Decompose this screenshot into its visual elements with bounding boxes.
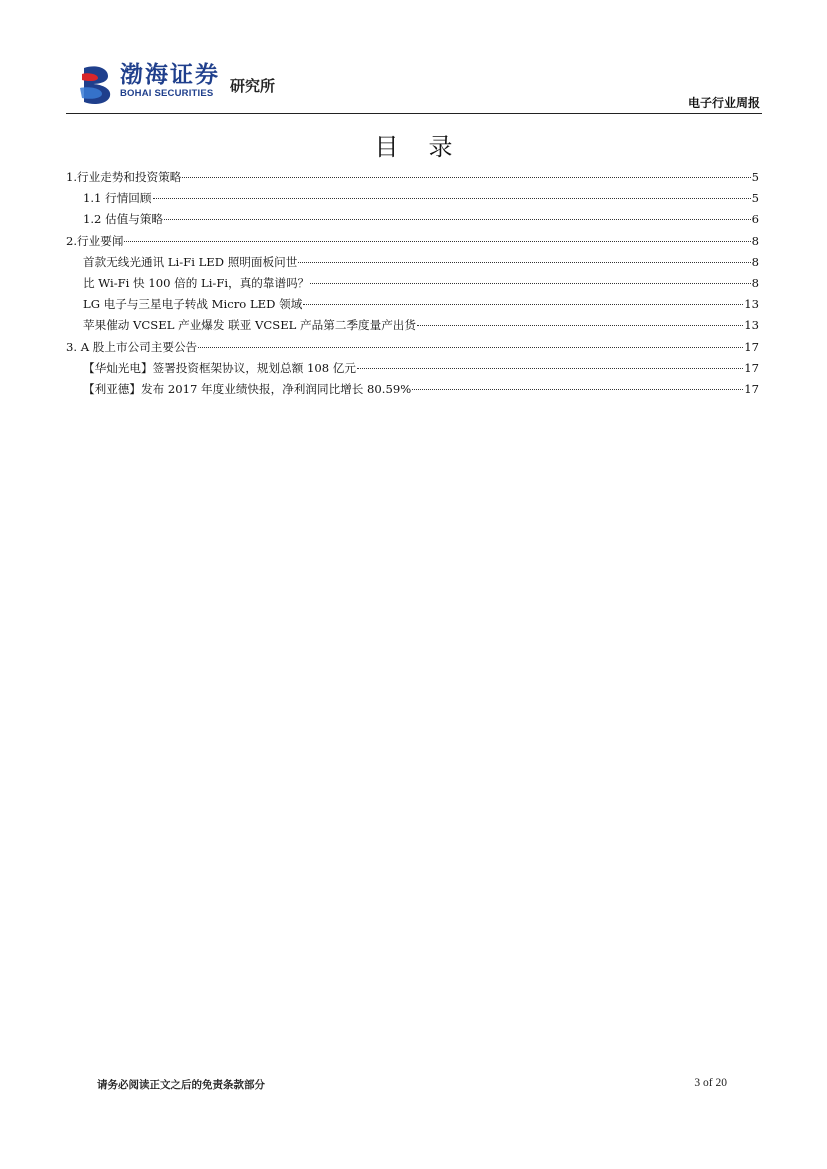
toc-dot-leader [198,347,743,348]
toc-entry-page: 17 [744,360,759,375]
table-of-contents [66,167,759,400]
toc-dot-leader [298,262,750,263]
toc-entry[interactable] [66,315,759,336]
toc-entry-page: 8 [751,275,759,290]
toc-entry[interactable] [66,188,759,209]
page-indicator: 3 of 20 [694,1077,727,1089]
toc-entry-title: 3. A 股上市公司主要公告 [66,339,198,354]
toc-entry-title: 1.1 行情回顾 [83,191,152,206]
toc-entry-page: 8 [751,233,759,248]
disclaimer-note: 请务必阅读正文之后的免责条款部分 [97,1079,265,1091]
toc-entry-title: 苹果催动 VCSEL 产业爆发 联亚 VCSEL 产品第二季度量产出货 [83,318,416,333]
toc-entry-title: 1.2 估值与策略 [83,212,164,227]
toc-entry-page: 6 [751,212,759,227]
report-type-label: 电子行业周报 [687,96,760,110]
toc-dot-leader [310,283,750,284]
toc-entry-title: 【利亚德】发布 2017 年度业绩快报，净利润同比增长 80.59% [83,381,412,396]
toc-entry[interactable] [66,294,759,315]
brand-name-cn: 渤海证券 [120,62,220,88]
toc-entry-page: 8 [751,254,759,269]
brand-name-en: BOHAI SECURITIES [120,88,214,99]
brand-block [120,62,220,99]
toc-entry-page: 17 [744,381,759,396]
toc-entry[interactable] [66,252,759,273]
toc-entry[interactable] [66,358,759,379]
toc-entry[interactable] [66,209,759,230]
toc-entry-title: LG 电子与三星电子转战 Micro LED 领域 [83,297,303,312]
page-header [66,58,762,114]
toc-entry[interactable] [66,379,759,400]
toc-entry-title: 首款无线光通讯 Li-Fi LED 照明面板问世 [83,254,298,269]
bohai-logo-icon [78,64,114,106]
toc-entry-title: 【华灿光电】签署投资框架协议，规划总额 108 亿元 [83,360,356,375]
toc-dot-leader [153,198,751,199]
toc-entry-page: 17 [744,339,759,354]
toc-entry[interactable] [66,167,759,188]
toc-dot-leader [417,325,743,326]
toc-dot-leader [357,368,743,369]
toc-dot-leader [412,389,743,390]
toc-dot-leader [182,177,750,178]
header-divider [66,113,762,114]
institute-label: 研究所 [230,77,276,95]
toc-entry-title: 1.行业走势和投资策略 [66,170,182,184]
toc-entry[interactable] [66,337,759,358]
toc-dot-leader [164,219,751,220]
toc-dot-leader [124,241,750,242]
toc-title: 目录 [374,133,483,161]
toc-entry[interactable] [66,231,759,252]
toc-entry-page: 13 [744,318,759,333]
toc-entry-page: 13 [744,297,759,312]
toc-entry[interactable] [66,273,759,294]
toc-entry-title: 2.行业要闻 [66,233,124,248]
toc-entry-page: 5 [751,191,759,206]
toc-entry-page: 5 [751,170,759,184]
toc-entry-title: 比 Wi-Fi 快 100 倍的 Li-Fi，真的靠谱吗？ [83,275,310,290]
toc-dot-leader [303,304,743,305]
